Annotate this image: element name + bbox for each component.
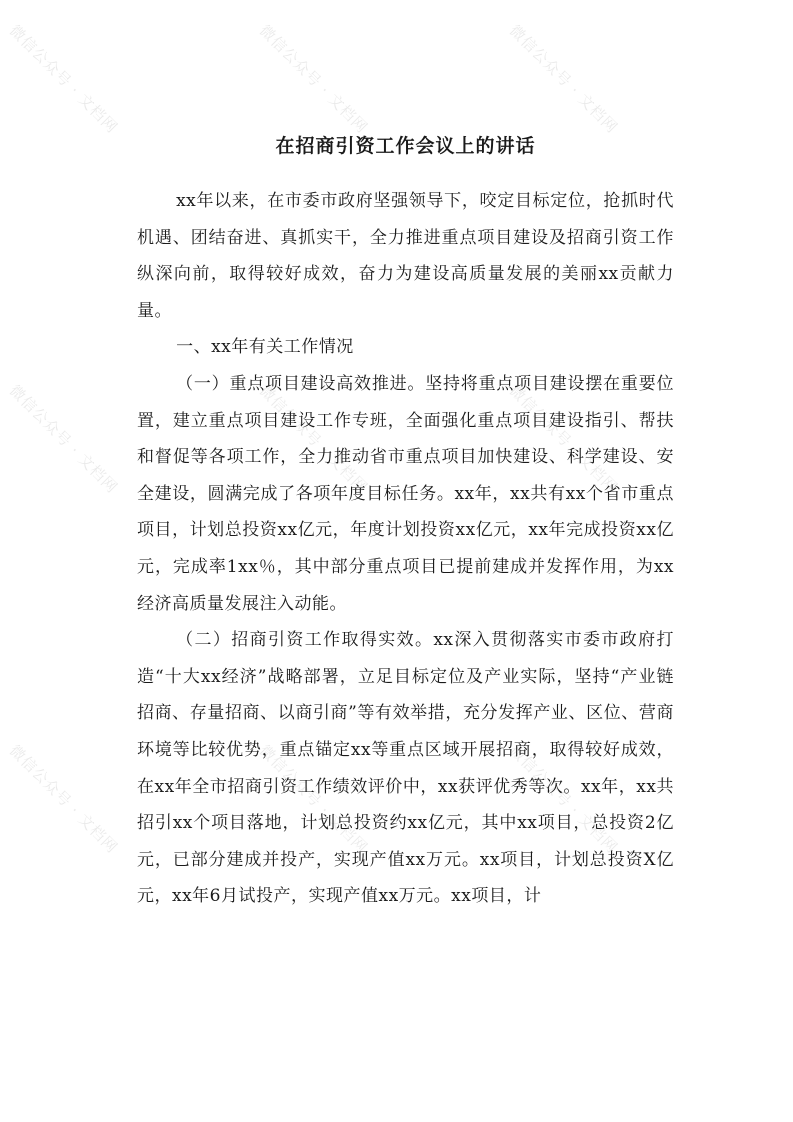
watermark-text: 微信公众号 · 文档网 (255, 381, 372, 497)
watermark-text: 微信公众号 · 文档网 (255, 741, 372, 857)
watermark-text: 微信公众号 · 文档网 (505, 381, 622, 497)
watermark-text: 微信公众号 · 文档网 (5, 381, 122, 497)
intro-paragraph: xx年以来，在市委市政府坚强领导下，咬定目标定位，抢抓时代机遇、团结奋进、真抓实干，全力推进重点项目建设及招商引资工作纵深向前，取得较好成效，奋力为建设高质量发展的美丽xx贡献力量。 (137, 191, 674, 321)
watermark-text: 微信公众号 · 文档网 (5, 741, 122, 857)
watermark-text: 微信公众号 · 文档网 (505, 21, 622, 137)
watermark-text: 微信公众号 · 文档网 (5, 21, 122, 137)
watermark-text: 微信公众号 · 文档网 (505, 741, 622, 857)
watermark-text: 微信公众号 · 文档网 (255, 21, 372, 137)
subsection-paragraph: （二）招商引资工作取得实效。xx深入贯彻落实市委市政府打造“十大xx经济”战略部署，立足目标定位及产业实际，坚持“产业链招商、存量招商、以商引商”等有效举措，充分发挥产业、区位、营商环境等比较优势，重点锚定xx等重点区域开展招商，取得较好成效，在xx年全市招商引资工作绩效评价中，xx获评优秀等次。xx年，xx共招引xx个项目落地，计划总投资约xx亿元，其中xx项目，总投资2亿元，已部分建成并投产，实现产值xx万元。xx项目，计划总投资X亿元，xx年6月试投产，实现产值xx万元。xx项目，计 (137, 630, 674, 907)
section-heading: 一、xx年有关工作情况 (176, 337, 354, 358)
document-body (137, 125, 674, 915)
document-title: 在招商引资工作会议上的讲话 (275, 135, 536, 157)
subsection-paragraph: （一）重点项目建设高效推进。坚持将重点项目建设摆在重要位置，建立重点项目建设工作专班，全面强化重点项目建设指引、帮扶和督促等各项工作，全力推动省市重点项目加快建设、科学建设、安全建设，圆满完成了各项年度目标任务。xx年，xx共有xx个省市重点项目，计划总投资xx亿元，年度计划投资xx亿元，xx年完成投资xx亿元，完成率1xx％，其中部分重点项目已提前建成并发挥作用，为xx经济高质量发展注入动能。 (137, 373, 674, 614)
